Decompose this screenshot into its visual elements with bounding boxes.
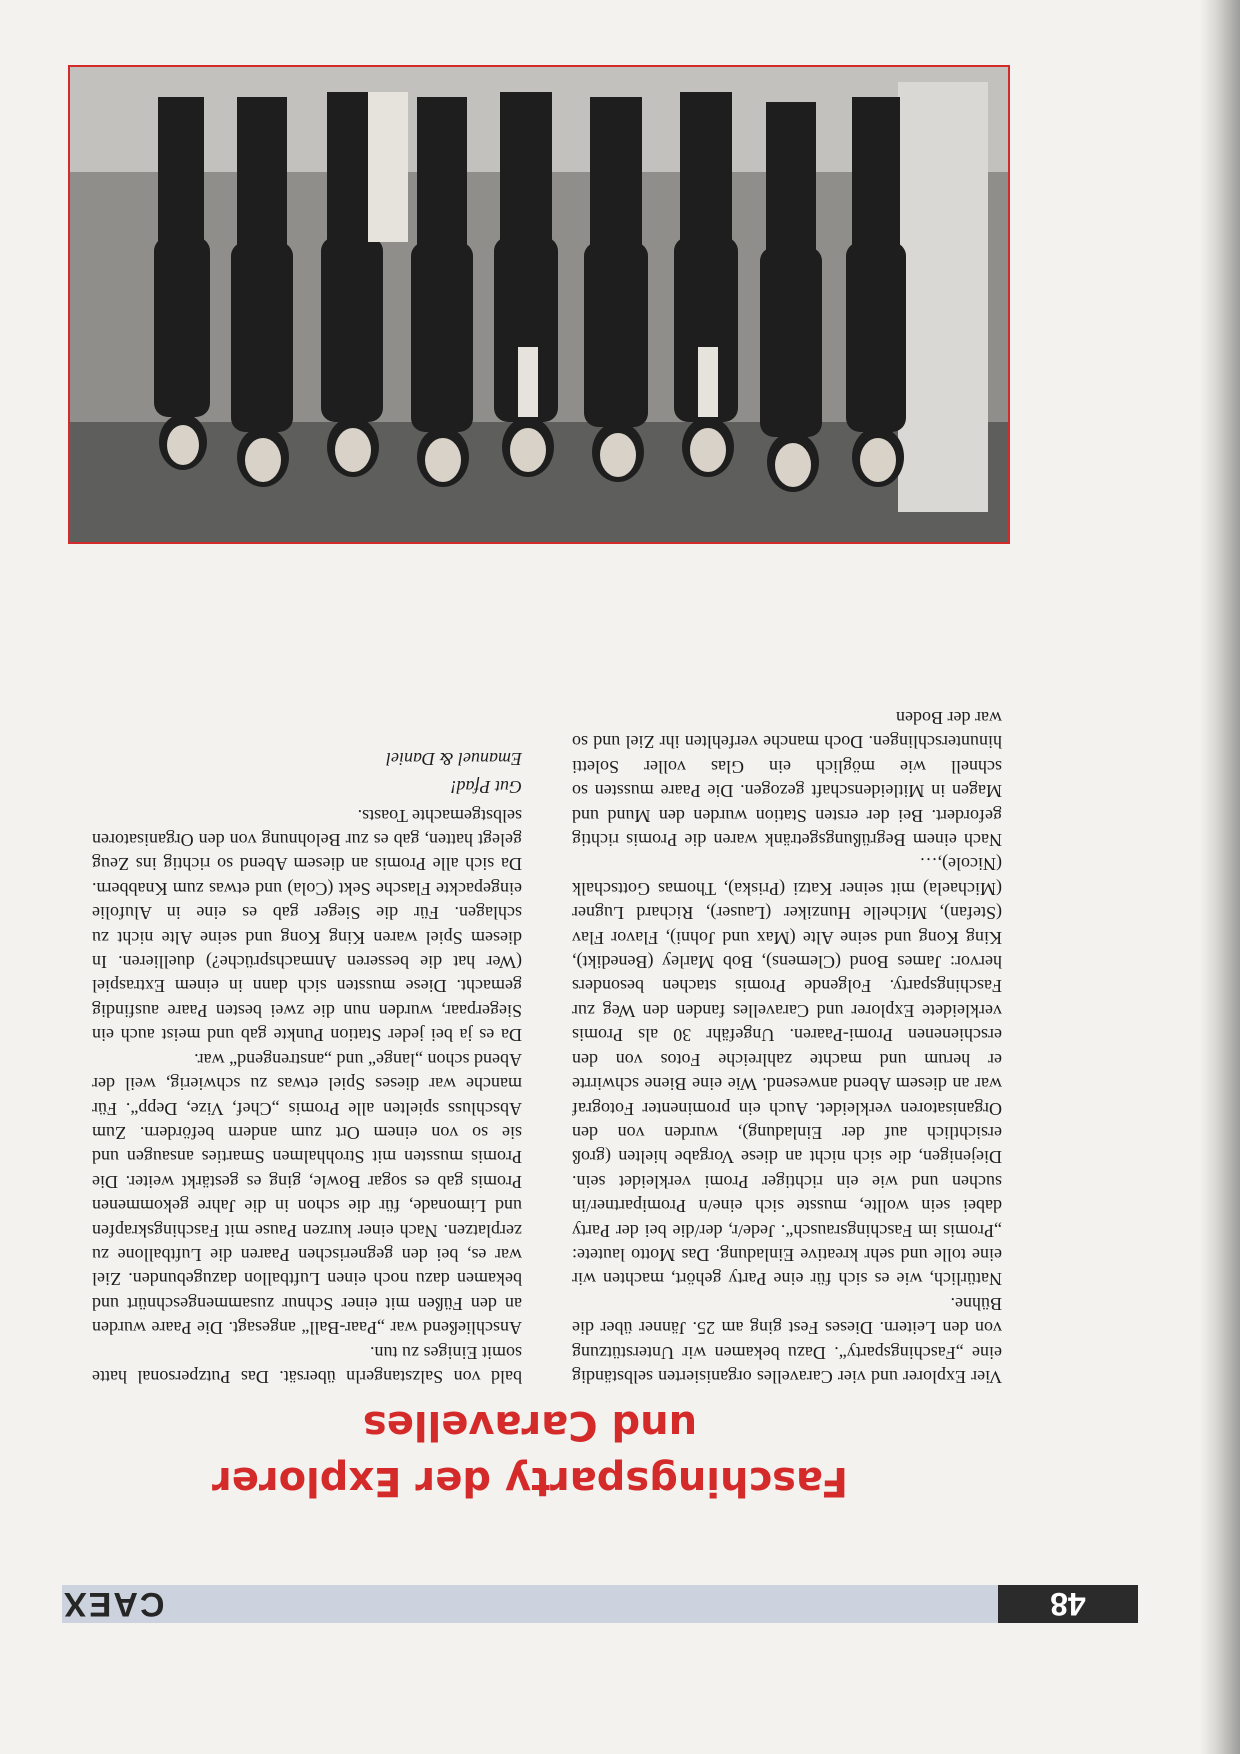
article-column-left bbox=[572, 706, 1002, 1389]
header-band bbox=[62, 1585, 1138, 1623]
paragraph: Natürlich, wie es sich für eine Party gehört, machten wir eine tolle und sehr kreative Einladung. Das Motto lautete: „Promis im Faschingsrausch“. Jede/r, der/die bei der Party dabei sein wollte, musste sich eine/n Promipartner/in suchen und wie ein richtiger Promi verkleidet sein. Diejenigen, die sich nicht an diese Vorgabe hielten (groß ersichtlich auf der Einladung), wurden von den Organisatoren verkleidet. Auch ein prominenter Fotograf war an diesem Abend anwesend. Wie eine Biene schwirrte er herum und machte zahlreiche Fotos von den erschienenen Promi-Paaren. Ungefähr 30 als Promis verkleidete Explorer und Caravelles fanden den Weg zur Faschingsparty. Folgende Promis stachen besonders hervor: James Bond (Clemens), Bob Marley (Benedikt), King Kong und seine Alte (Max und Johni), Flavor Flav (Stefan), Michelle Hunziker (Lauser), Richard Lugner (Michaela) mit seiner Katzi (Priska), Thomas Gottschalk (Nicole),… bbox=[572, 854, 1002, 1290]
paragraph: bald von Salzstangerln übersät. Das Putzpersonal hatte somit Einiges zu tun. bbox=[92, 1342, 522, 1387]
group-photo-image bbox=[70, 67, 1008, 542]
paragraph: Da es ja bei jeder Station Punkte gab und meist auch ein Siegerpaar, wurden nun die zwei besten Paare ausfindig gemacht. Diese mussten sich dann in einem Extraspiel (Wer hat die besseren Anmachsprüche?) duellieren. In diesem Spiel waren King Kong und seine Alte nicht zu schlagen. Für die Sieger gab es eine in Alufolie eingepackte Flasche Sekt (Cola) und etwas zum Knabbern. Da sich alle Promis an diesem Abend so richtig ins Zeug gelegt hatten, gab es zur Belohnung von den Organisatoren selbstgemachte Toasts. bbox=[92, 805, 522, 1046]
paragraph: Vier Explorer und vier Caravelles organisierten selbständig eine „Faschingsparty“. Dazu bekamen wir Unterstützung von den Leitern. Dieses Fest ging am 25. Jänner über die Bühne. bbox=[572, 1293, 1002, 1387]
authors: Emanuel & Daniel bbox=[386, 748, 522, 769]
closing-greeting: Gut Pfad! bbox=[450, 777, 522, 798]
magazine-name: CAEX bbox=[62, 1585, 165, 1623]
article-title bbox=[150, 1397, 910, 1509]
paragraph: Anschließend war „Paar-Ball“ angesagt. Die Paare wurden an den Füßen mit einer Schnur zusammengeschnürt und bekamen dazu noch einen Luftballon dazugebunden. Ziel war es, bei den gegnerischen Paaren die Luftballone zu zerplatzen. Nach einer kurzen Pause mit Faschingskrapfen und Limonade, für die schon in die Jahre gekommenen Promis gab es sogar Bowle, ging es gestärkt weiter. Die Promis mussten mit Strohhalmen Smarties ansaugen und sie so von einem Ort zum andern befördern. Zum Abschluss spielten alle Promis „Chef, Vize, Depp“. Für manche war dieses Spiel etwas zu schwierig, weil der Abend schon „lange“ und „anstrengend“ war. bbox=[92, 1049, 522, 1339]
page-number: 48 bbox=[1050, 1586, 1086, 1622]
binding-shadow bbox=[1200, 0, 1240, 1754]
paragraph: Nach einem Begrüßungsgetränk waren die Promis richtig gefordert. Bei der ersten Station wurden den Mund und Magen in Mitleidenschaft gezogen. Die Paare mussten so schnell wie möglich ein Glas voller Soletti hinunterschlingen. Doch manche verfehlten ihr Ziel und so war der Boden bbox=[572, 708, 1002, 851]
article-column-right bbox=[92, 746, 522, 1389]
title-line-2: und Caravelles bbox=[362, 1402, 698, 1448]
title-line-1: Faschingsparty der Explorer bbox=[212, 1458, 849, 1504]
page-number-box bbox=[998, 1585, 1138, 1623]
group-photo bbox=[68, 65, 1010, 544]
